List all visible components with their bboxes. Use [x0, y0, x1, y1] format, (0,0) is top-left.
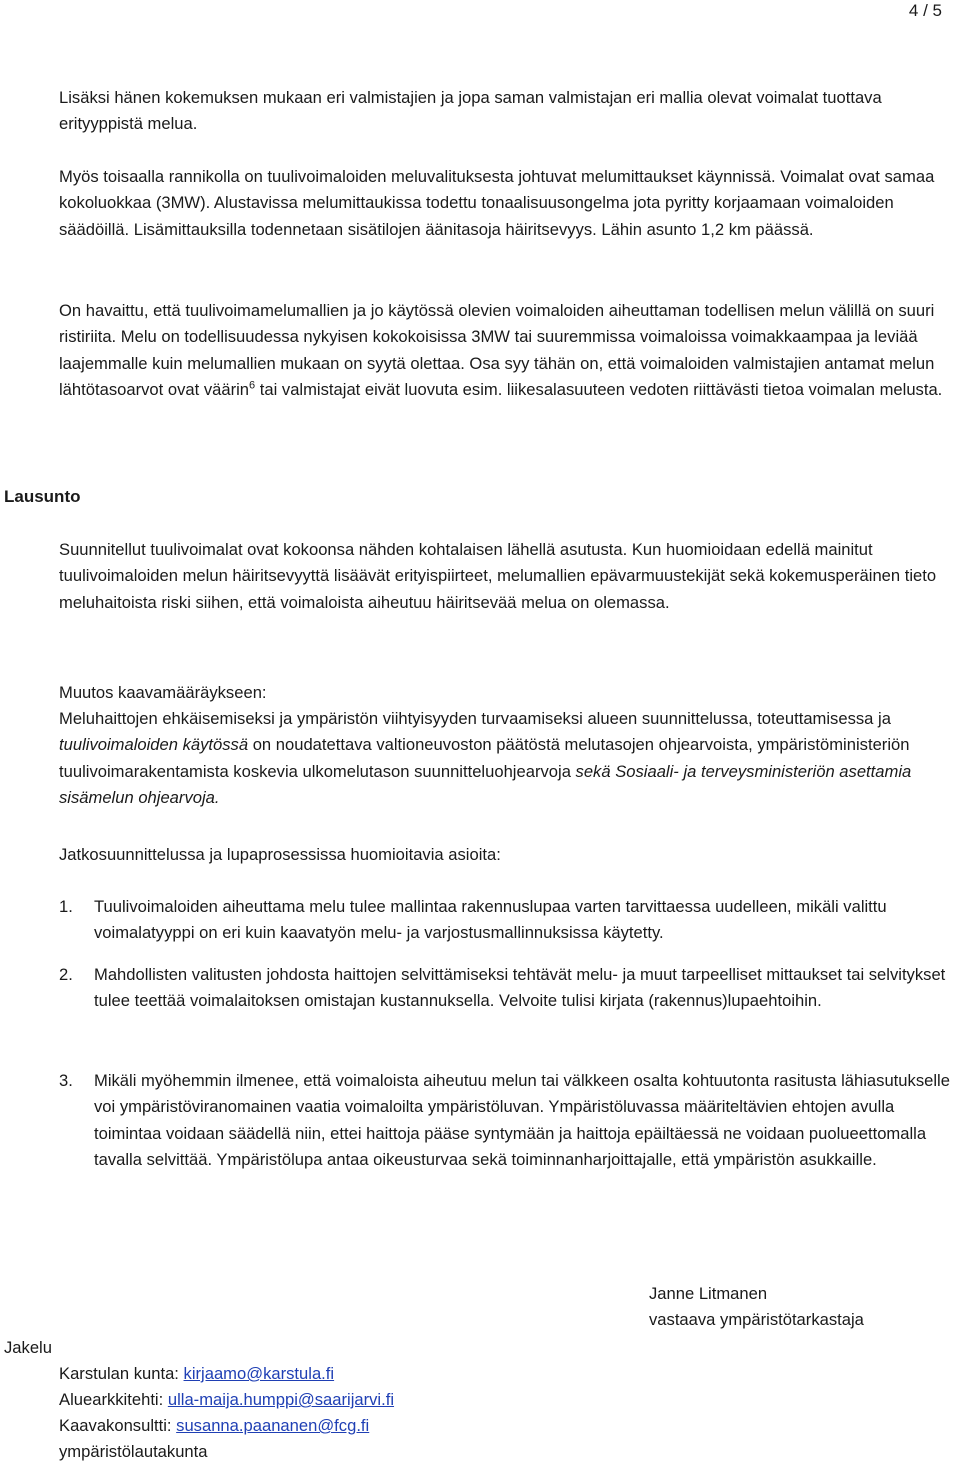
distribution-entry	[59, 1387, 394, 1413]
distribution-entry-label: Aluearkkitehti:	[59, 1390, 168, 1409]
email-link[interactable]: susanna.paananen@fcg.fi	[176, 1416, 370, 1435]
muutos-text-b: tuulivoimaloiden käytössä	[59, 735, 249, 755]
paragraph-1: Lisäksi hänen kokemuksen mukaan eri valmistajien ja jopa saman valmistajan eri mallia olevat voimalat tuottava erityyppistä melua.	[59, 88, 882, 134]
distribution-last-entry: ympäristölautakunta	[59, 1442, 208, 1461]
paragraph-3-text-a: On havaittu, että tuulivoimamelumallien ja jo käytössä olevien voimaloiden aiheuttaman todellisen melun välillä on suuri ristiriita. Melu on todellisuudessa nykyisen kokokoisissa 3MW tai suuremmissa voimaloissa voimakkaampaa ja leviää laajemmalle kuin melumallien mukaan on syytä olettaa. Osa syy tähän on, että voimaloiden valmistajien antamat melun lähtötasoarvot ovat väärin	[59, 301, 935, 400]
paragraph-2: Myös toisaalla rannikolla on tuulivoimaloiden meluvalituksesta johtuvat melumittaukset käynnissä. Voimalat ovat samaa kokoluokkaa (3MW). Alustavissa melumittaukissa todettu tonaalisuusongelma jota pyritty korjaamaan voimaloiden säädöillä. Lisämittauksilla todennetaan sisätilojen äänitasoja häiritsevyys. Lähin asunto 1,2 km päässä.	[59, 167, 935, 239]
list-item-text: Mikäli myöhemmin ilmenee, että voimaloista aiheutuu melun tai välkkeen osalta kohtuutonta rasitusta lähiasutukselle voi ympäristöviranomainen vaatia voimaloilta ympäristöluvan. Ympäristöluvassa määriteltävien ehtojen avulla toimintaa voidaan säädellä niin, ettei haittoja pääse syntymään ja haittoja epäiltäessä ne voidaan puolueettomalla tavalla selvittää. Ympäristölupa antaa oikeusturvaa sekä toiminnanharjoittajalle, että ympäristön asukkaille.	[94, 1071, 950, 1170]
distribution-label: Jakelu	[4, 1338, 52, 1357]
jatko-title: Jatkosuunnittelussa ja lupaprosessissa huomioitavia asioita:	[59, 845, 501, 864]
signature-title: vastaava ympäristötarkastaja	[649, 1310, 864, 1329]
email-link[interactable]: ulla-maija.humppi@saarijarvi.fi	[167, 1390, 395, 1409]
list-item-number: 1.	[59, 897, 73, 916]
list-item-number: 3.	[59, 1071, 73, 1090]
signature-name: Janne Litmanen	[649, 1284, 768, 1303]
muutos-text-c: on noudatettava valtioneuvoston päätöstä melutasojen ohjearvoista, ympäristöministeriön tuulivoimarakentamista koskevia ulkomelutason suunnitteluohjearvoja	[59, 735, 910, 781]
list-item-text: Mahdollisten valitusten johdosta haittojen selvittämiseksi tehtävät melu- ja muut tarpeelliset mittaukset tai selvitykset tulee teettää voimalaitoksen omistajan kustannuksella. Velvoite tulisi kirjata (rakennus)lupaehtoihin.	[94, 965, 946, 1011]
distribution-entry-label: Karstulan kunta:	[59, 1364, 184, 1383]
page-number: 4 / 5	[908, 1, 942, 20]
muutos-text-d: sekä Sosiaali- ja terveysministeriön asettamia sisämelun ohjearvoja.	[59, 761, 912, 808]
section-heading-lausunto: Lausunto	[4, 487, 81, 506]
distribution-entry-label: Kaavakonsultti:	[59, 1416, 177, 1435]
muutos-text-a: Meluhaittojen ehkäisemiseksi ja ympäristön viihtyisyyden turvaamiseksi alueen suunnittelussa, toteuttamisessa ja	[59, 709, 891, 728]
list-item-text: Tuulivoimaloiden aiheuttama melu tulee mallintaa rakennuslupaa varten tarvittaessa uudelleen, mikäli valittu voimalatyyppi on eri kuin kaavatyön melu- ja varjostusmallinnuksissa käytetty.	[94, 897, 887, 943]
email-link[interactable]: kirjaamo@karstula.fi	[183, 1364, 335, 1383]
footnote-ref: 6	[249, 379, 256, 392]
paragraph-3	[59, 298, 953, 404]
distribution-entry	[59, 1361, 334, 1387]
paragraph-3-text-b: tai valmistajat eivät luovuta esim. liikesalasuuteen vedoten riittävästi tietoa voimalan melusta.	[255, 380, 943, 400]
lausunto-paragraph: Suunnitellut tuulivoimalat ovat kokoonsa nähden kohtalaisen lähellä asutusta. Kun huomioidaan edellä mainitut tuulivoimaloiden melun häiritsevyyttä lisäävät erityispiirteet, melumallien epävarmuustekijät sekä kokemusperäinen tieto meluhaitoista riski siihen, että voimaloista aiheutuu häiritsevää melua on olemassa.	[59, 540, 937, 612]
muutos-paragraph	[59, 706, 953, 812]
list-item-number: 2.	[59, 965, 73, 984]
muutos-title: Muutos kaavamääräykseen:	[59, 683, 267, 702]
distribution-entry	[59, 1413, 369, 1439]
